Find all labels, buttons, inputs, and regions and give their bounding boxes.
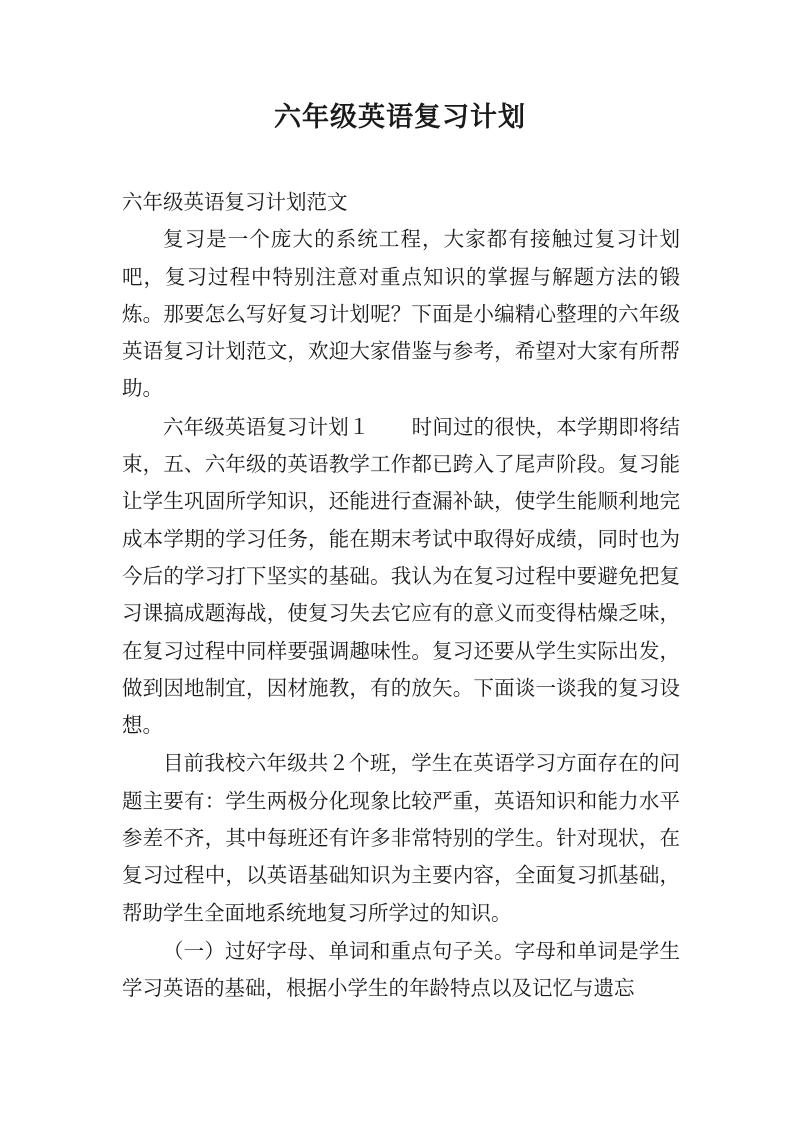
intro-paragraph: 复习是一个庞大的系统工程，大家都有接触过复习计划吧，复习过程中特别注意对重点知识的掌握与解题方法的锻炼。那要怎么写好复习计划呢？下面是小编精心整理的六年级英语复习计划范文，欢迎大家借鉴与参考，希望对大家有所帮助。 [122,227,680,401]
section-1-heading: 六年级英语复习计划１ [163,414,370,439]
document-title: 六年级英语复习计划 [274,102,526,133]
review-point-1-paragraph: （一）过好字母、单词和重点句子关。字母和单词是学生学习英语的基础，根据小学生的年龄特点以及记忆与遗忘 [122,938,680,1001]
document-subtitle: 六年级英语复习计划范文 [122,190,348,214]
section-1-paragraph [122,409,680,745]
section-1-text: 时间过的很快，本学期即将结束，五、六年级的英语教学工作都已跨入了尾声阶段。复习能让学生巩固所学知识，还能进行查漏补缺，使学生能顺利地完成本学期的学习任务，能在期末考试中取得好成绩，同时也为今后的学习打下坚实的基础。我认为在复习过程中要避免把复习课搞成题海战，使复习失去它应有的意义而变得枯燥乏味，在复习过程中同样要强调趣味性。复习还要从学生实际出发，做到因地制宜，因材施教，有的放矢。下面谈一谈我的复习设想。 [122,414,681,738]
document-body [122,184,680,1008]
current-situation-paragraph: 目前我校六年级共２个班，学生在英语学习方面存在的问题主要有：学生两极分化现象比较严重，英语知识和能力水平参差不齐，其中每班还有许多非常特别的学生。针对现状，在复习过程中，以英语基础知识为主要内容，全面复习抓基础，帮助学生全面地系统地复习所学过的知识。 [122,751,680,925]
